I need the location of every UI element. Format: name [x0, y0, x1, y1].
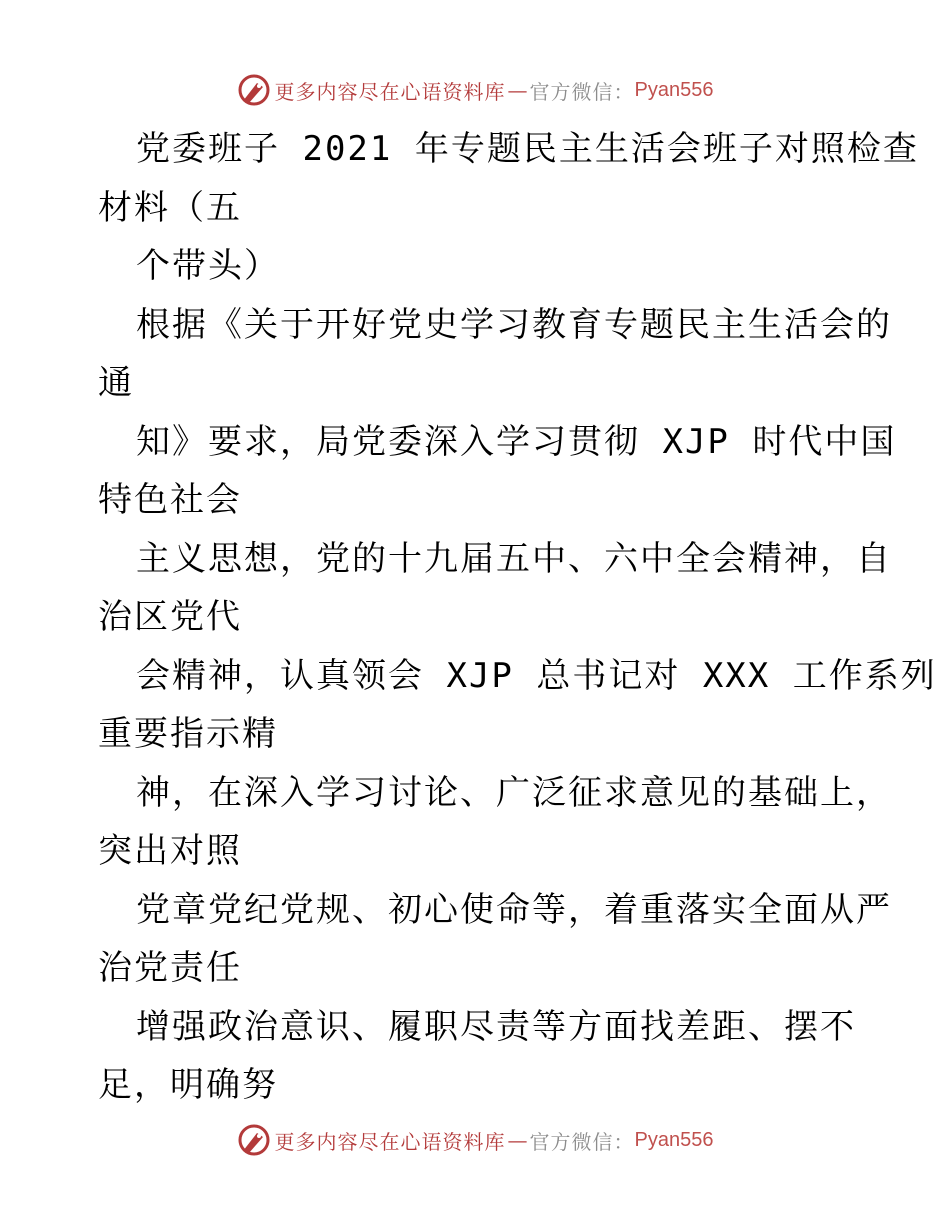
- banner-label: 官方微信：: [529, 79, 635, 104]
- banner-text: 更多内容尽在心语资料库: [274, 1129, 506, 1154]
- doc-line: 治党责任: [98, 948, 242, 988]
- document-body: [98, 120, 937, 1115]
- doc-line: 会精神，认真领会 XJP 总书记对 XXX 工作系列: [136, 655, 937, 696]
- doc-line: 特色社会: [98, 480, 242, 520]
- doc-line: 知》要求，局党委深入学习贯彻 XJP 时代中国: [136, 421, 897, 462]
- banner-label: 官方微信：: [529, 1129, 635, 1154]
- banner-dash: —: [507, 1128, 528, 1152]
- doc-line: 主义思想，党的十九届五中、六中全会精神，自: [136, 538, 892, 579]
- doc-line: 根据《关于开好党史学习教育专题民主生活会的: [136, 304, 892, 345]
- banner-wechat-id: Pyan556: [634, 78, 714, 101]
- banner-dash: —: [507, 78, 528, 102]
- header-watermark-banner: [0, 70, 950, 110]
- doc-line: 党章党纪党规、初心使命等，着重落实全面从严: [136, 889, 892, 930]
- doc-line: 材料（五: [98, 187, 242, 228]
- doc-line: 通: [98, 363, 134, 403]
- doc-line: 足，明确努: [98, 1065, 278, 1105]
- footer-watermark-banner: [0, 1120, 950, 1160]
- banner-wechat-id: Pyan556: [634, 1128, 714, 1151]
- pen-nib-logo-icon: [237, 73, 271, 107]
- doc-line: 个带头）: [136, 246, 280, 286]
- banner-text: 更多内容尽在心语资料库: [274, 79, 506, 104]
- doc-line: 增强政治意识、履职尽责等方面找差距、摆不: [136, 1006, 856, 1047]
- doc-line: 重要指示精: [98, 714, 278, 754]
- doc-line: 突出对照: [98, 831, 242, 871]
- doc-line: 神，在深入学习讨论、广泛征求意见的基础上，: [136, 772, 892, 813]
- pen-nib-logo-icon: [237, 1123, 271, 1157]
- doc-line: 治区党代: [98, 597, 242, 637]
- doc-line: 党委班子 2021 年专题民主生活会班子对照检查: [136, 129, 919, 169]
